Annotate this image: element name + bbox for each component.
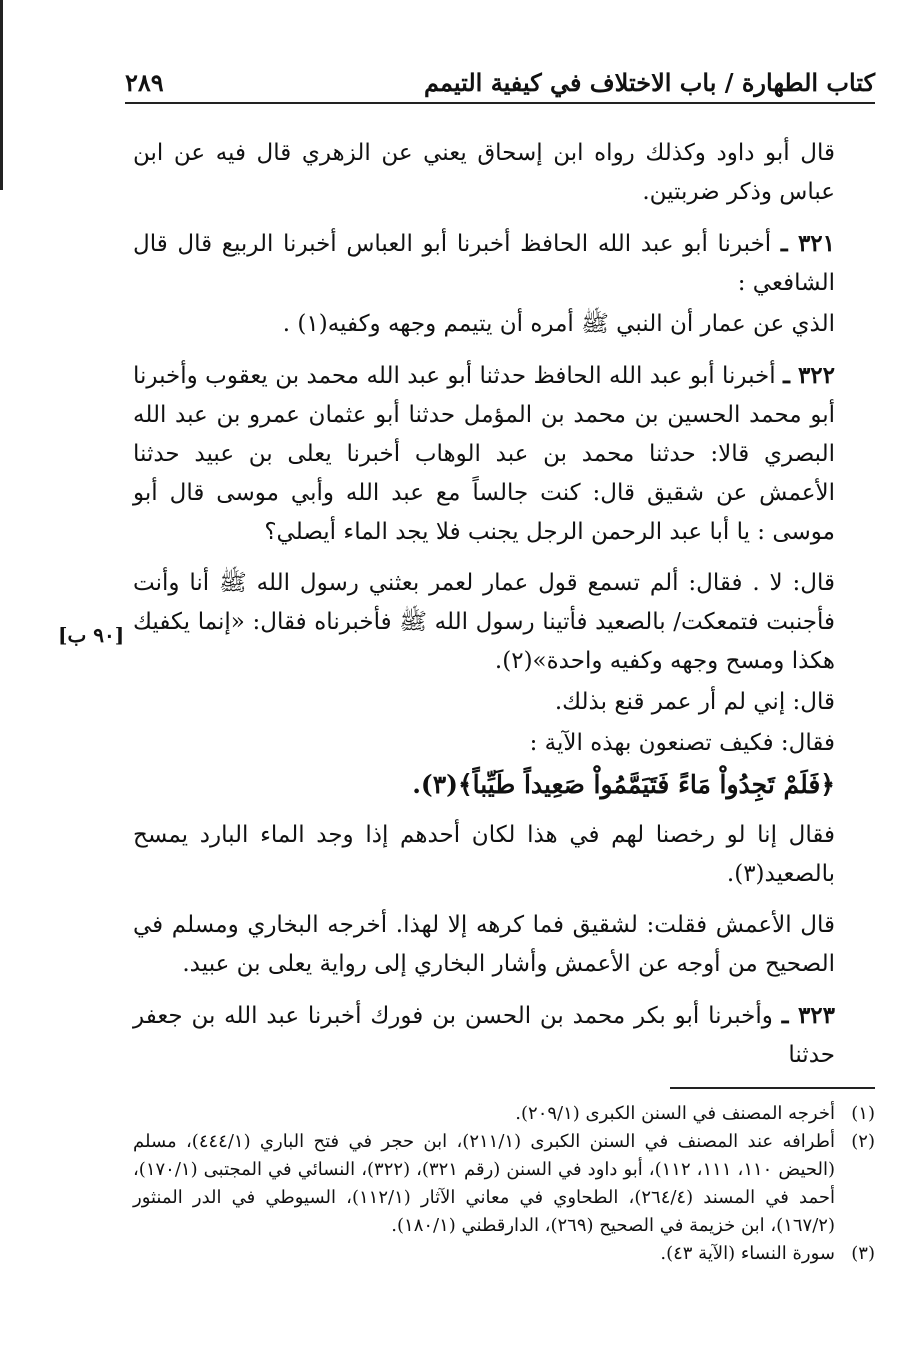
paragraph-qana: قال: إني لم أر عمر قنع بذلك. [554, 689, 835, 715]
footnote-number: (٢) [851, 1131, 875, 1152]
paragraph-ayah-intro: فقال: فكيف تصنعون بهذه الآية : [529, 730, 835, 756]
margin-folio-note: [٩٠ ب] [58, 623, 125, 647]
footnote-text: سورة النساء (الآية ٤٣). [660, 1243, 835, 1264]
hadith-number: ٣٢١ ـ [780, 230, 836, 257]
footnote-text: أخرجه المصنف في السنن الكبرى (٢٠٩/١). [515, 1103, 835, 1124]
main-text [133, 134, 875, 1087]
hadith-321 [133, 224, 875, 303]
hadith-322 [133, 356, 875, 552]
paragraph-ammar: الذي عن عمار أن النبي ﷺ أمره أن يتيمم وجهه وكفيه(١) . [282, 311, 835, 337]
page-number: ٢٨٩ [125, 67, 164, 97]
running-header [125, 62, 875, 104]
footnote-1 [133, 1100, 875, 1128]
paragraph-rukhsa: فقال إنا لو رخصنا لهم في هذا لكان أحدهم إذا وجد الماء البارد يمسح بالصعيد(٣). [133, 822, 835, 887]
paragraph-qala-la: قال: لا . فقال: ألم تسمع قول عمار لعمر بعثني رسول الله ﷺ أنا وأنت فأجنبت فتمعكت/ بالصعيد فأتينا رسول الله ﷺ فأخبرناه فقال: «إنما يكفيك هكذا ومسح وجهه وكفيه واحدة»(٢). [133, 570, 835, 674]
hadith-text: أخبرنا أبو عبد الله الحافظ حدثنا أبو عبد الله محمد بن يعقوب وأخبرنا أبو محمد الحسين بن محمد بن المؤمل حدثنا أبو عثمان عمرو بن عبد الله البصري قالا: حدثنا محمد بن عبد الوهاب أخبرنا يعلى بن عبيد حدثنا الأعمش عن شقيق قال: كنت جالساً مع عبد الله وأبي موسى قال أبو موسى : يا أبا عبد الرحمن الرجل يجنب فلا يجد الماء أيصلي؟ [133, 363, 835, 545]
footnote-number: (٣) [851, 1243, 875, 1264]
hadith-text: أخبرنا أبو عبد الله الحافظ أخبرنا أبو العباس أخبرنا الربيع قال قال الشافعي : [133, 231, 835, 296]
header-title: كتاب الطهارة / باب الاختلاف في كيفية التيمم [424, 67, 875, 97]
footnotes [133, 1100, 875, 1268]
hadith-323 [133, 996, 875, 1075]
footnote-number: (١) [851, 1103, 875, 1124]
hadith-number: ٣٢٣ ـ [781, 1002, 836, 1029]
scan-edge-rule [0, 0, 3, 190]
footnote-3 [133, 1240, 875, 1268]
footnote-separator [670, 1087, 875, 1089]
footnote-2 [133, 1128, 875, 1240]
footnote-text: أطرافه عند المصنف في السنن الكبرى (٢١١/١)، ابن حجر في فتح الباري (٤٤٤/١)، مسلم (الحيض ١١٠، ١١١، ١١٢)، أبو داود في السنن (رقم ٣٢١)، (٣٢٢)، النسائي في المجتبى (١٧٠/١)، أحمد في المسند (٢٦٤/٤)، الطحاوي في معاني الآثار (١١٢/١)، السيوطي في الدر المنثور (١٦٧/٢)، ابن خزيمة في الصحيح (٢٦٩)، الدارقطني (١٨٠/١). [133, 1131, 836, 1236]
hadith-text: وأخبرنا أبو بكر محمد بن الحسن بن فورك أخبرنا عبد الله بن جعفر حدثنا [133, 1003, 835, 1068]
hadith-number: ٣٢٢ ـ [783, 362, 836, 389]
quran-verse: ﴿فَلَمْ تَجِدُواْ مَاءً فَتَيَمَّمُواْ صَعِيداً طَيِّباً﴾(٣). [412, 770, 835, 799]
paragraph-amash: قال الأعمش فقلت: لشقيق فما كرهه إلا لهذا. أخرجه البخاري ومسلم في الصحيح من أوجه عن الأعمش وأشار البخاري إلى رواية يعلى بن عبيد. [133, 912, 835, 977]
paragraph-abu-dawud: قال أبو داود وكذلك رواه ابن إسحاق يعني عن الزهري قال فيه عن ابن عباس وذكر ضربتين. [133, 140, 835, 205]
